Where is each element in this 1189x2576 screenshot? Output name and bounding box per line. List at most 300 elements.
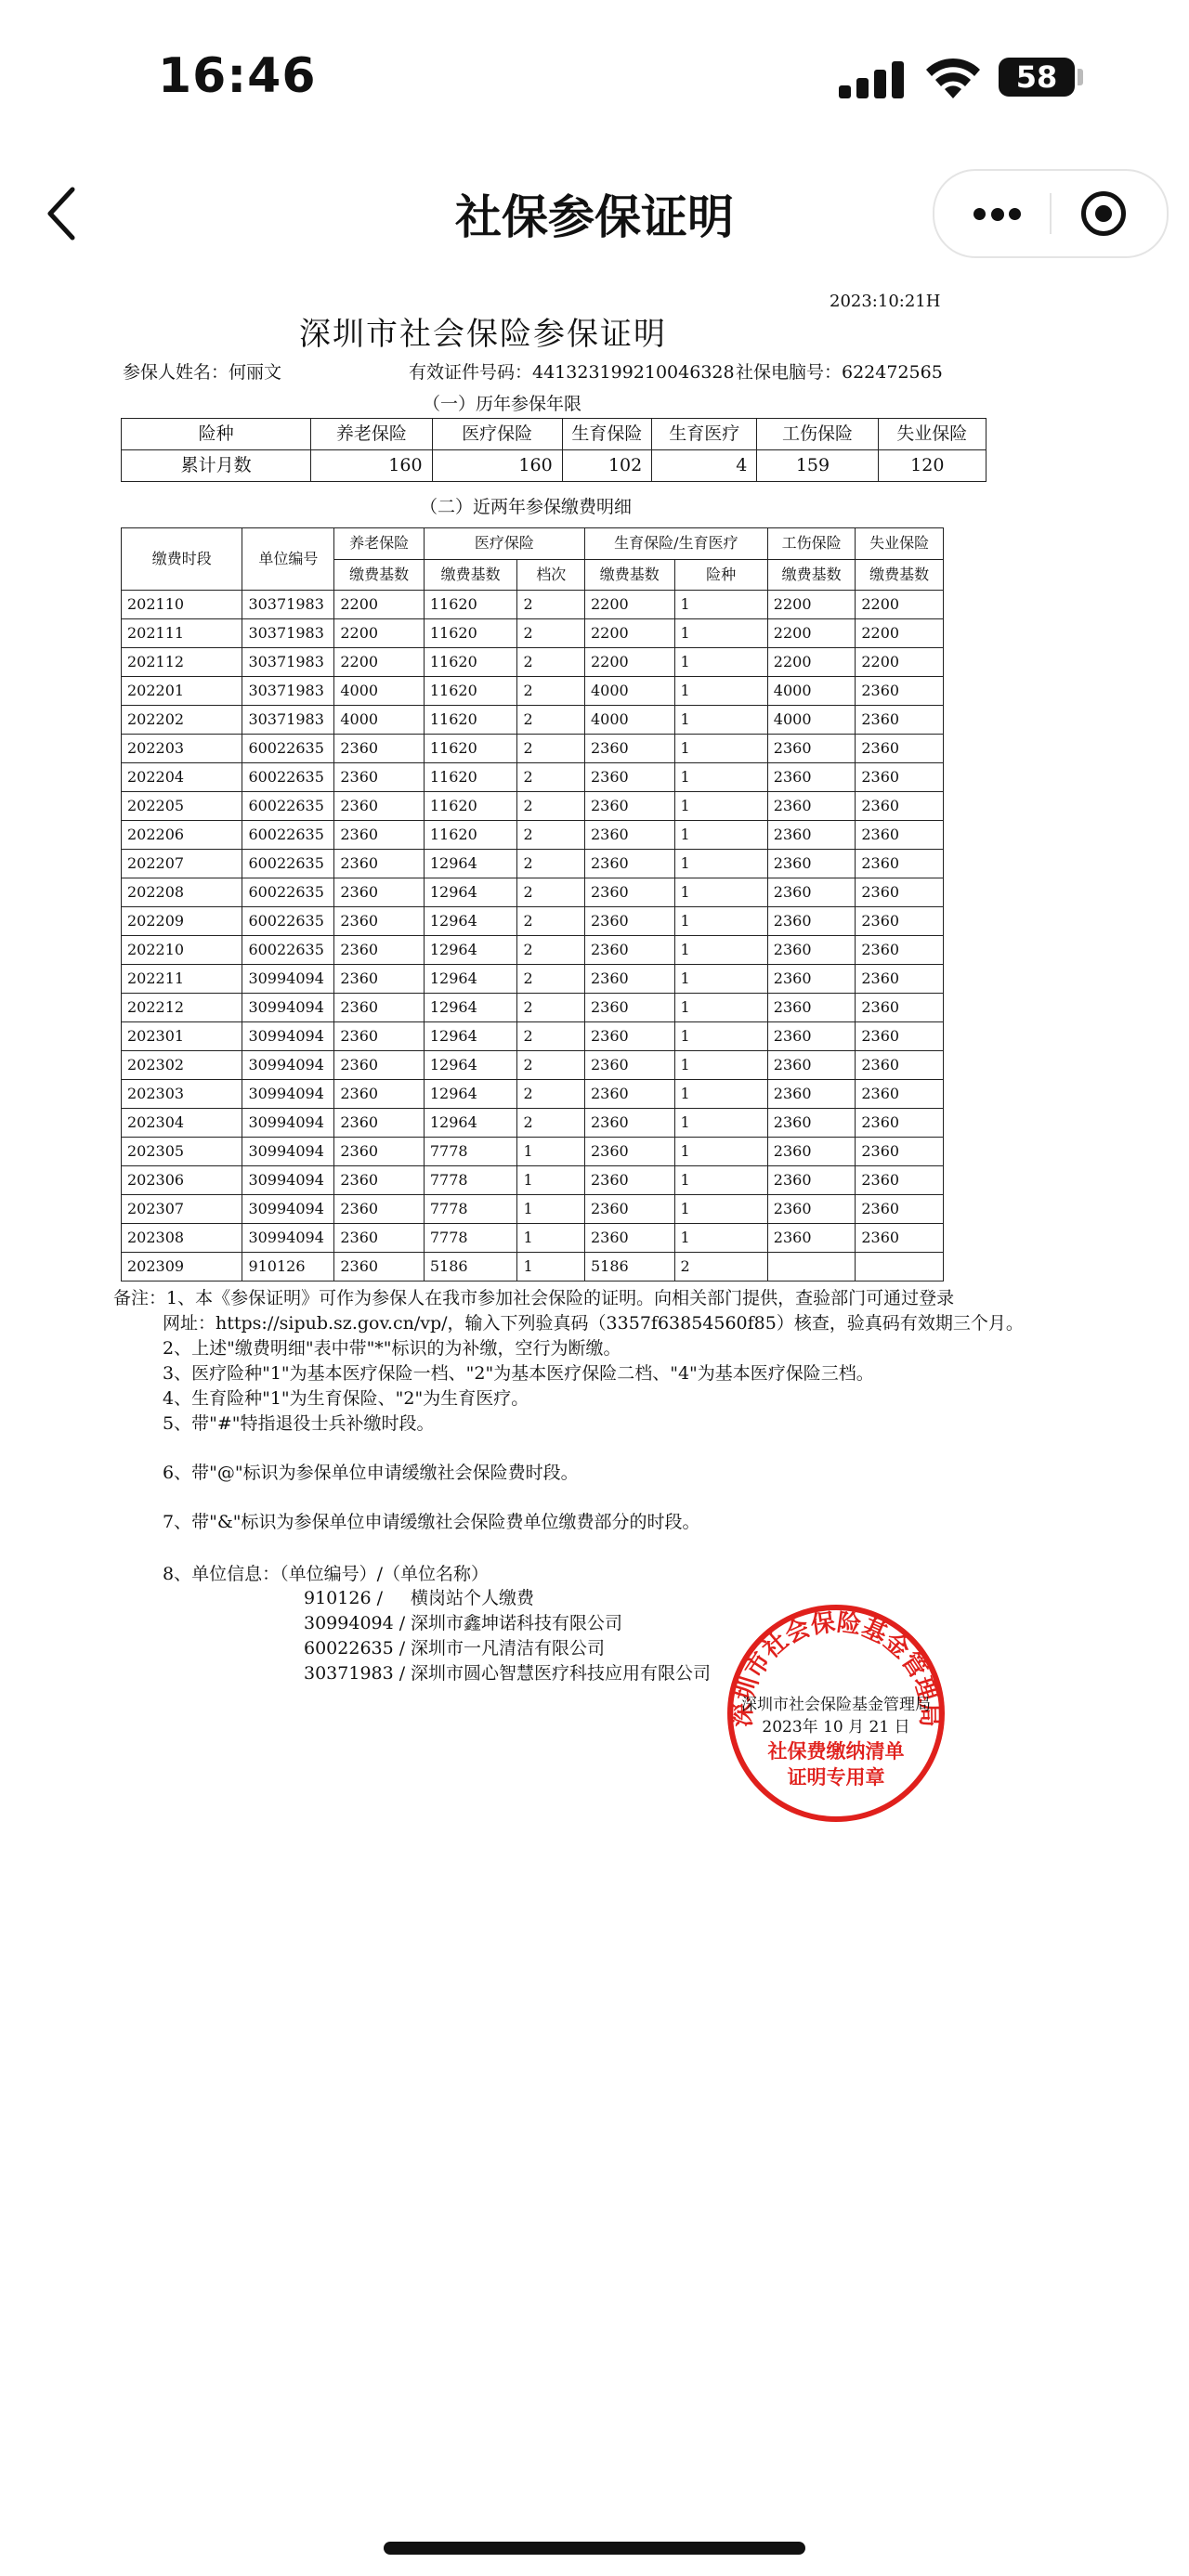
table-header: 缴费基数	[856, 559, 944, 591]
table-cell: 2360	[334, 735, 425, 763]
table-cell: 2360	[584, 1080, 674, 1109]
table-cell: 2360	[767, 1080, 856, 1109]
table-header: 缴费基数	[584, 559, 674, 591]
table-cell: 2360	[767, 994, 856, 1022]
table-cell: 30994094	[242, 1080, 334, 1109]
table-cell: 2200	[584, 619, 674, 648]
table-cell: 202207	[122, 850, 242, 878]
table-cell: 1	[674, 1080, 767, 1109]
pc-number: 社保电脑号：622472565	[736, 362, 943, 383]
table-cell: 2200	[856, 591, 944, 619]
table-header: 险种	[122, 419, 311, 450]
table-cell: 2360	[334, 792, 425, 821]
table-cell: 2360	[767, 792, 856, 821]
table-cell: 202212	[122, 994, 242, 1022]
table-cell: 2200	[584, 591, 674, 619]
table-cell: 7778	[424, 1138, 517, 1166]
table-cell: 2360	[334, 907, 425, 936]
table-header: 生育保险	[562, 419, 652, 450]
unit-name: 横岗站个人缴费	[411, 1588, 535, 1608]
table-cell: 1	[674, 792, 767, 821]
table-cell: 2	[517, 706, 585, 735]
table-header: 缴费基数	[424, 559, 517, 591]
table-cell: 60022635	[242, 821, 334, 850]
table-cell: 2	[517, 1051, 585, 1080]
table-row	[122, 1022, 944, 1051]
table-cell: 202205	[122, 792, 242, 821]
section2-title: （二）近两年参保缴费明细	[420, 497, 633, 517]
table-cell: 2360	[334, 1138, 425, 1166]
table-header: 工伤保险	[757, 419, 878, 450]
table-cell: 2360	[584, 1224, 674, 1253]
table-cell: 1	[674, 1195, 767, 1224]
table-cell: 60022635	[242, 763, 334, 792]
table-cell: 1	[674, 677, 767, 706]
table-cell: 1	[517, 1224, 585, 1253]
table-cell: 1	[674, 591, 767, 619]
table-header: 缴费时段	[122, 528, 242, 591]
table-cell: 7778	[424, 1195, 517, 1224]
table-cell: 2360	[334, 1080, 425, 1109]
table-header: 养老保险	[311, 419, 432, 450]
table-cell: 2	[517, 619, 585, 648]
table-cell: 30371983	[242, 648, 334, 677]
table-cell: 159	[757, 450, 878, 482]
table-cell: 2	[517, 1080, 585, 1109]
table-cell: 2360	[856, 706, 944, 735]
target-icon[interactable]	[1081, 191, 1126, 236]
table-row	[122, 850, 944, 878]
table-row	[122, 619, 944, 648]
table-cell: 2360	[584, 1166, 674, 1195]
table-cell: 1	[517, 1195, 585, 1224]
note-line: 备注：1、本《参保证明》可作为参保人在我市参加社会保险的证明。向相关部门提供，查验部门可通过登录	[113, 1288, 955, 1308]
battery-cap	[1078, 69, 1083, 85]
table-cell: 2360	[334, 994, 425, 1022]
table-cell: 2360	[584, 936, 674, 965]
table-cell: 11620	[424, 792, 517, 821]
table-cell: 202208	[122, 878, 242, 907]
table-cell: 60022635	[242, 878, 334, 907]
table-cell: 2360	[584, 850, 674, 878]
table-cell: 2360	[334, 936, 425, 965]
table-cell: 2360	[334, 850, 425, 878]
table-cell: 202302	[122, 1051, 242, 1080]
table-cell: 2360	[856, 1080, 944, 1109]
table-cell: 2360	[767, 878, 856, 907]
table-cell: 2360	[334, 878, 425, 907]
table-cell: 30994094	[242, 994, 334, 1022]
table-cell: 12964	[424, 907, 517, 936]
table-cell: 11620	[424, 648, 517, 677]
table-cell: 2360	[856, 1022, 944, 1051]
stamp-line1: 深圳市社会保险基金管理局	[741, 1696, 931, 1714]
table-cell: 4000	[334, 677, 425, 706]
table-header: 医疗保险	[424, 528, 584, 560]
table-cell: 2360	[584, 763, 674, 792]
table-cell: 11620	[424, 821, 517, 850]
table-cell: 2	[517, 965, 585, 994]
table-cell: 202206	[122, 821, 242, 850]
table-cell: 60022635	[242, 936, 334, 965]
table-cell: 30994094	[242, 1138, 334, 1166]
table-cell: 2	[517, 677, 585, 706]
table-cell: 7778	[424, 1224, 517, 1253]
table-cell: 12964	[424, 994, 517, 1022]
table-cell: 12964	[424, 1051, 517, 1080]
table-cell: 1	[674, 706, 767, 735]
table-cell: 910126	[242, 1253, 334, 1281]
table-cell: 202304	[122, 1109, 242, 1138]
table-cell: 2360	[767, 965, 856, 994]
more-dots-icon[interactable]	[955, 189, 1039, 238]
table-cell: 60022635	[242, 792, 334, 821]
table-cell: 202309	[122, 1253, 242, 1281]
table-cell: 2	[517, 648, 585, 677]
table-cell: 30994094	[242, 1166, 334, 1195]
table-cell: 5186	[584, 1253, 674, 1281]
table-cell: 2	[517, 994, 585, 1022]
table-cell: 2360	[584, 1138, 674, 1166]
table-cell: 1	[517, 1166, 585, 1195]
table-row	[122, 1253, 944, 1281]
table-cell: 2360	[767, 1051, 856, 1080]
unit-code: 60022635 /	[304, 1638, 406, 1659]
table-row	[122, 936, 944, 965]
table-cell: 2360	[334, 763, 425, 792]
table-cell: 2360	[856, 763, 944, 792]
table-cell: 12964	[424, 1080, 517, 1109]
table-row	[122, 450, 986, 482]
table-cell: 60022635	[242, 735, 334, 763]
table-cell: 202209	[122, 907, 242, 936]
table-cell: 2360	[856, 821, 944, 850]
table-cell: 160	[311, 450, 432, 482]
table-cell: 2360	[334, 1051, 425, 1080]
table-cell: 1	[674, 936, 767, 965]
table-cell: 1	[674, 1051, 767, 1080]
table-cell: 1	[674, 1109, 767, 1138]
table-cell: 2360	[856, 735, 944, 763]
table-cell: 2360	[856, 1109, 944, 1138]
insured-name: 参保人姓名：何丽文	[123, 362, 282, 383]
table-cell: 2	[517, 821, 585, 850]
table-cell: 2360	[584, 735, 674, 763]
table-cell: 2200	[334, 648, 425, 677]
table-cell: 202202	[122, 706, 242, 735]
table-cell: 2360	[767, 1195, 856, 1224]
table-cell: 11620	[424, 591, 517, 619]
capsule-divider	[1050, 193, 1052, 234]
table-cell: 4000	[334, 706, 425, 735]
table-cell: 202204	[122, 763, 242, 792]
table-row	[122, 1109, 944, 1138]
unit-name: 深圳市圆心智慧医疗科技应用有限公司	[411, 1663, 712, 1684]
table-cell: 2360	[584, 878, 674, 907]
note-line: 8、单位信息：（单位编号）/（单位名称）	[163, 1564, 489, 1584]
table-cell: 202307	[122, 1195, 242, 1224]
table-cell: 2360	[334, 1253, 425, 1281]
table-cell: 2	[517, 1109, 585, 1138]
table-header: 档次	[517, 559, 585, 591]
table-row	[122, 1138, 944, 1166]
table-cell: 2360	[767, 1109, 856, 1138]
note-line: 网址：https://sipub.sz.gov.cn/vp/，输入下列验真码（3357f63854560f85）核查，验真码有效期三个月。	[163, 1313, 1024, 1334]
table-row	[122, 528, 944, 560]
note-line: 7、带"&"标识为参保单位申请缓缴社会保险费单位缴费部分的时段。	[163, 1512, 700, 1532]
table-header: 缴费基数	[334, 559, 425, 591]
table-cell: 2360	[334, 1022, 425, 1051]
table-cell: 2	[517, 907, 585, 936]
table-row	[122, 965, 944, 994]
table-cell: 2360	[584, 994, 674, 1022]
table-row	[122, 706, 944, 735]
table-cell: 202110	[122, 591, 242, 619]
table-cell: 30994094	[242, 965, 334, 994]
table-cell: 11620	[424, 763, 517, 792]
table-row	[122, 821, 944, 850]
stamp-ring-text: 深圳市社会保险基金管理局	[728, 1608, 944, 1727]
years-table	[121, 418, 986, 482]
table-cell: 11620	[424, 677, 517, 706]
table-cell: 2360	[584, 1022, 674, 1051]
table-cell: 1	[517, 1253, 585, 1281]
table-header: 单位编号	[242, 528, 334, 591]
table-cell: 202301	[122, 1022, 242, 1051]
table-header: 险种	[674, 559, 767, 591]
table-cell: 12964	[424, 936, 517, 965]
detail-table	[121, 527, 944, 1281]
table-cell: 1	[674, 1224, 767, 1253]
table-cell: 60022635	[242, 850, 334, 878]
table-cell: 120	[878, 450, 986, 482]
table-cell: 2200	[856, 648, 944, 677]
table-cell: 30371983	[242, 706, 334, 735]
chevron-left-icon[interactable]	[37, 176, 93, 251]
table-header: 养老保险	[334, 528, 425, 560]
table-cell: 102	[562, 450, 652, 482]
table-cell: 2360	[856, 792, 944, 821]
table-cell: 2360	[767, 1022, 856, 1051]
table-cell	[856, 1253, 944, 1281]
table-cell: 30994094	[242, 1195, 334, 1224]
table-cell: 2360	[856, 850, 944, 878]
note-line: 3、医疗险种"1"为基本医疗保险一档、"2"为基本医疗保险二档、"4"为基本医疗保险三档。	[163, 1363, 874, 1384]
table-cell: 202303	[122, 1080, 242, 1109]
home-indicator	[384, 2542, 805, 2555]
cellular-signal-icon	[839, 61, 906, 98]
unit-code: 910126 /	[304, 1588, 383, 1608]
wifi-icon	[924, 54, 982, 100]
table-cell: 2	[517, 792, 585, 821]
table-cell: 2360	[334, 1195, 425, 1224]
id-number: 有效证件号码：441323199210046328	[409, 362, 735, 383]
table-cell: 2200	[767, 648, 856, 677]
doc-timestamp: 2023:10:21H	[830, 292, 941, 311]
table-cell: 2200	[584, 648, 674, 677]
table-cell: 2360	[767, 1166, 856, 1195]
table-row	[122, 677, 944, 706]
table-cell: 2360	[584, 1109, 674, 1138]
table-cell: 2360	[856, 936, 944, 965]
table-cell: 30994094	[242, 1022, 334, 1051]
table-cell: 2360	[334, 1166, 425, 1195]
table-row	[122, 591, 944, 619]
certificate-document	[0, 279, 1189, 1857]
table-cell: 2360	[856, 1051, 944, 1080]
table-cell: 2200	[334, 619, 425, 648]
table-cell: 202308	[122, 1224, 242, 1253]
table-cell: 2360	[767, 1224, 856, 1253]
table-cell: 2360	[334, 821, 425, 850]
table-cell: 11620	[424, 735, 517, 763]
table-cell: 2360	[856, 878, 944, 907]
stamp-line2: 2023年 10 月 21 日	[762, 1718, 910, 1737]
table-cell: 1	[674, 850, 767, 878]
table-cell: 30371983	[242, 677, 334, 706]
table-cell: 30371983	[242, 619, 334, 648]
table-row	[122, 878, 944, 907]
nav-bar	[0, 158, 1189, 269]
table-cell: 202305	[122, 1138, 242, 1166]
table-header: 缴费基数	[767, 559, 856, 591]
table-cell: 2360	[856, 1138, 944, 1166]
table-cell: 4000	[584, 677, 674, 706]
table-cell: 4000	[767, 677, 856, 706]
stamp-line4: 证明专用章	[787, 1765, 885, 1789]
table-cell: 2360	[584, 907, 674, 936]
table-cell: 12964	[424, 878, 517, 907]
table-cell: 1	[674, 1166, 767, 1195]
table-cell: 2360	[584, 1195, 674, 1224]
table-cell: 12964	[424, 1109, 517, 1138]
table-cell: 1	[674, 907, 767, 936]
table-cell: 2	[517, 850, 585, 878]
table-cell: 11620	[424, 619, 517, 648]
table-cell: 2360	[584, 792, 674, 821]
table-header: 生育医疗	[652, 419, 757, 450]
unit-code: 30371983 /	[304, 1663, 406, 1684]
table-cell: 2360	[767, 735, 856, 763]
table-cell: 160	[432, 450, 562, 482]
table-cell: 30994094	[242, 1224, 334, 1253]
table-cell: 2360	[856, 1166, 944, 1195]
table-cell: 2	[517, 735, 585, 763]
table-row	[122, 648, 944, 677]
table-cell: 2360	[767, 763, 856, 792]
stamp-line3: 社保费缴纳清单	[767, 1739, 905, 1763]
table-cell: 2360	[334, 965, 425, 994]
table-header: 工伤保险	[767, 528, 856, 560]
table-cell: 202201	[122, 677, 242, 706]
section1-title: （一）历年参保年限	[423, 394, 582, 414]
status-bar	[0, 0, 1189, 158]
table-cell: 2360	[856, 965, 944, 994]
table-cell: 2360	[584, 821, 674, 850]
table-cell: 202203	[122, 735, 242, 763]
table-cell: 2	[517, 878, 585, 907]
unit-name: 深圳市鑫坤诺科技有限公司	[411, 1613, 623, 1633]
table-cell: 1	[517, 1138, 585, 1166]
table-cell: 2360	[767, 936, 856, 965]
table-cell: 2360	[334, 1224, 425, 1253]
table-cell: 2360	[856, 994, 944, 1022]
table-cell: 1	[674, 619, 767, 648]
row-label: 累计月数	[122, 450, 311, 482]
status-time: 16:46	[158, 48, 317, 104]
table-cell: 2	[517, 763, 585, 792]
table-cell: 2360	[856, 1195, 944, 1224]
table-cell: 1	[674, 878, 767, 907]
detail-table-body	[122, 591, 944, 1281]
table-cell: 12964	[424, 850, 517, 878]
table-cell: 30994094	[242, 1109, 334, 1138]
table-cell: 2360	[584, 1051, 674, 1080]
table-cell: 202210	[122, 936, 242, 965]
table-cell: 1	[674, 1022, 767, 1051]
table-cell: 4000	[767, 706, 856, 735]
table-cell: 2360	[767, 850, 856, 878]
table-cell: 30994094	[242, 1051, 334, 1080]
table-cell: 7778	[424, 1166, 517, 1195]
table-cell: 1	[674, 763, 767, 792]
table-cell: 12964	[424, 1022, 517, 1051]
table-cell: 202306	[122, 1166, 242, 1195]
table-cell: 2	[517, 591, 585, 619]
table-cell: 30371983	[242, 591, 334, 619]
table-cell: 202211	[122, 965, 242, 994]
mini-program-capsule	[933, 169, 1169, 258]
table-cell: 1	[674, 965, 767, 994]
table-cell: 2360	[767, 1138, 856, 1166]
table-header: 失业保险	[878, 419, 986, 450]
table-cell: 12964	[424, 965, 517, 994]
official-stamp	[725, 1602, 947, 1825]
table-cell: 1	[674, 994, 767, 1022]
table-cell: 5186	[424, 1253, 517, 1281]
unit-code: 30994094 /	[304, 1613, 406, 1633]
table-cell: 2	[517, 1022, 585, 1051]
table-cell: 4000	[584, 706, 674, 735]
table-cell: 2200	[767, 591, 856, 619]
table-row	[122, 1195, 944, 1224]
table-cell: 11620	[424, 706, 517, 735]
table-cell: 2200	[767, 619, 856, 648]
table-cell: 202112	[122, 648, 242, 677]
table-cell: 2360	[767, 907, 856, 936]
table-row	[122, 735, 944, 763]
table-row	[122, 1166, 944, 1195]
table-row	[122, 1080, 944, 1109]
table-header: 生育保险/生育医疗	[584, 528, 767, 560]
unit-name: 深圳市一凡清洁有限公司	[411, 1638, 606, 1659]
table-cell: 2	[517, 936, 585, 965]
table-row	[122, 792, 944, 821]
table-cell: 2360	[767, 821, 856, 850]
table-cell: 1	[674, 648, 767, 677]
table-row	[122, 763, 944, 792]
table-cell: 2200	[856, 619, 944, 648]
table-cell: 60022635	[242, 907, 334, 936]
table-cell: 1	[674, 735, 767, 763]
table-cell: 2360	[334, 1109, 425, 1138]
table-row	[122, 994, 944, 1022]
table-row	[122, 1224, 944, 1253]
note-line: 4、生育险种"1"为生育保险、"2"为生育医疗。	[163, 1388, 529, 1409]
table-row	[122, 907, 944, 936]
table-cell: 2360	[584, 965, 674, 994]
note-line: 2、上述"缴费明细"表中带"*"标识的为补缴，空行为断缴。	[163, 1338, 621, 1359]
